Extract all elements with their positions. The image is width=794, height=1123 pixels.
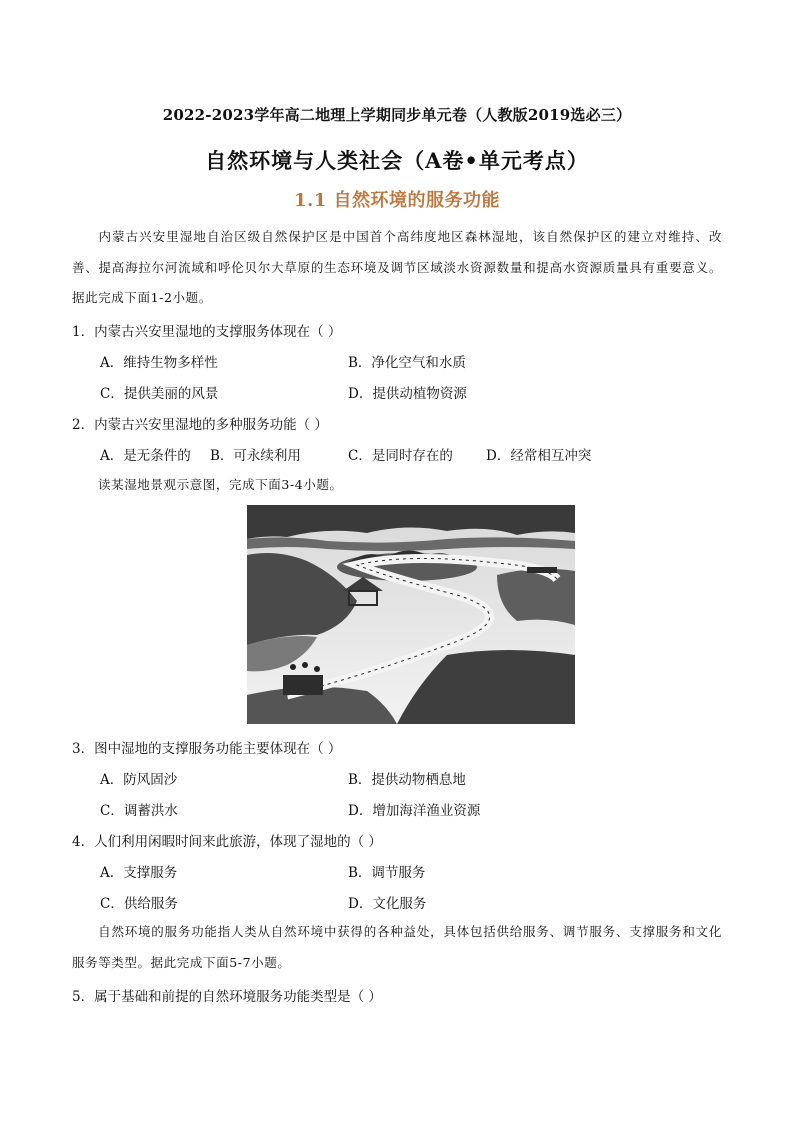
- passage-2: [72, 470, 722, 501]
- q3-option-a: A．防风固沙: [100, 772, 178, 788]
- section-title: 1.1 自然环境的服务功能: [293, 190, 501, 211]
- unit-title: 自然环境与人类社会（A卷•单元考点）: [205, 148, 589, 173]
- question-3-stem: 3．图中湿地的支撑服务功能主要体现在（ ）: [72, 741, 342, 757]
- q4-option-b: B．调节服务: [348, 865, 426, 881]
- question-1-stem: 1．内蒙古兴安里湿地的支撑服务体现在（ ）: [72, 324, 342, 340]
- q3-option-b: B．提供动物栖息地: [348, 772, 466, 788]
- passage-1-text: 内蒙古兴安里湿地自治区级自然保护区是中国首个高纬度地区森林湿地，该自然保护区的建立对维持、改善、提高海拉尔河流域和呼伦贝尔大草原的生态环境及调节区域淡水资源数量和提高水资源质量具有重要意义。据此完成下面1-2小题。: [72, 229, 722, 305]
- passage-3-text: 自然环境的服务功能指人类从自然环境中获得的各种益处，具体包括供给服务、调节服务、支撑服务和文化服务等类型。据此完成下面5-7小题。: [72, 924, 722, 970]
- passage-3: [72, 917, 722, 978]
- q4-option-c: C．供给服务: [100, 896, 178, 912]
- q2-option-b: B．可永续利用: [210, 448, 301, 464]
- q2-option-c: C．是同时存在的: [348, 448, 453, 464]
- q1-option-d: D．提供动植物资源: [348, 386, 467, 402]
- q4-option-a: A．支撑服务: [100, 865, 178, 881]
- question-5-stem: 5．属于基础和前提的自然环境服务功能类型是（ ）: [72, 989, 382, 1005]
- q4-option-d: D．文化服务: [348, 896, 427, 912]
- passage-2-text: 读某湿地景观示意图，完成下面3-4小题。: [98, 477, 343, 492]
- q2-option-d: D．经常相互冲突: [486, 448, 592, 464]
- q3-option-c: C．调蓄洪水: [100, 803, 178, 819]
- q1-option-c: C．提供美丽的风景: [100, 386, 219, 402]
- exam-title: 2022-2023学年高二地理上学期同步单元卷（人教版2019选必三）: [162, 106, 632, 124]
- question-4-stem: 4．人们利用闲暇时间来此旅游，体现了湿地的（ ）: [72, 834, 382, 850]
- q1-option-a: A．维持生物多样性: [100, 355, 218, 371]
- passage-1: [72, 222, 722, 314]
- question-2-stem: 2．内蒙古兴安里湿地的多种服务功能（ ）: [72, 417, 328, 433]
- q2-option-a: A．是无条件的: [100, 448, 191, 464]
- q3-option-d: D．增加海洋渔业资源: [348, 803, 481, 819]
- q1-option-b: B．净化空气和水质: [348, 355, 466, 371]
- wetland-landscape-image: [247, 505, 575, 724]
